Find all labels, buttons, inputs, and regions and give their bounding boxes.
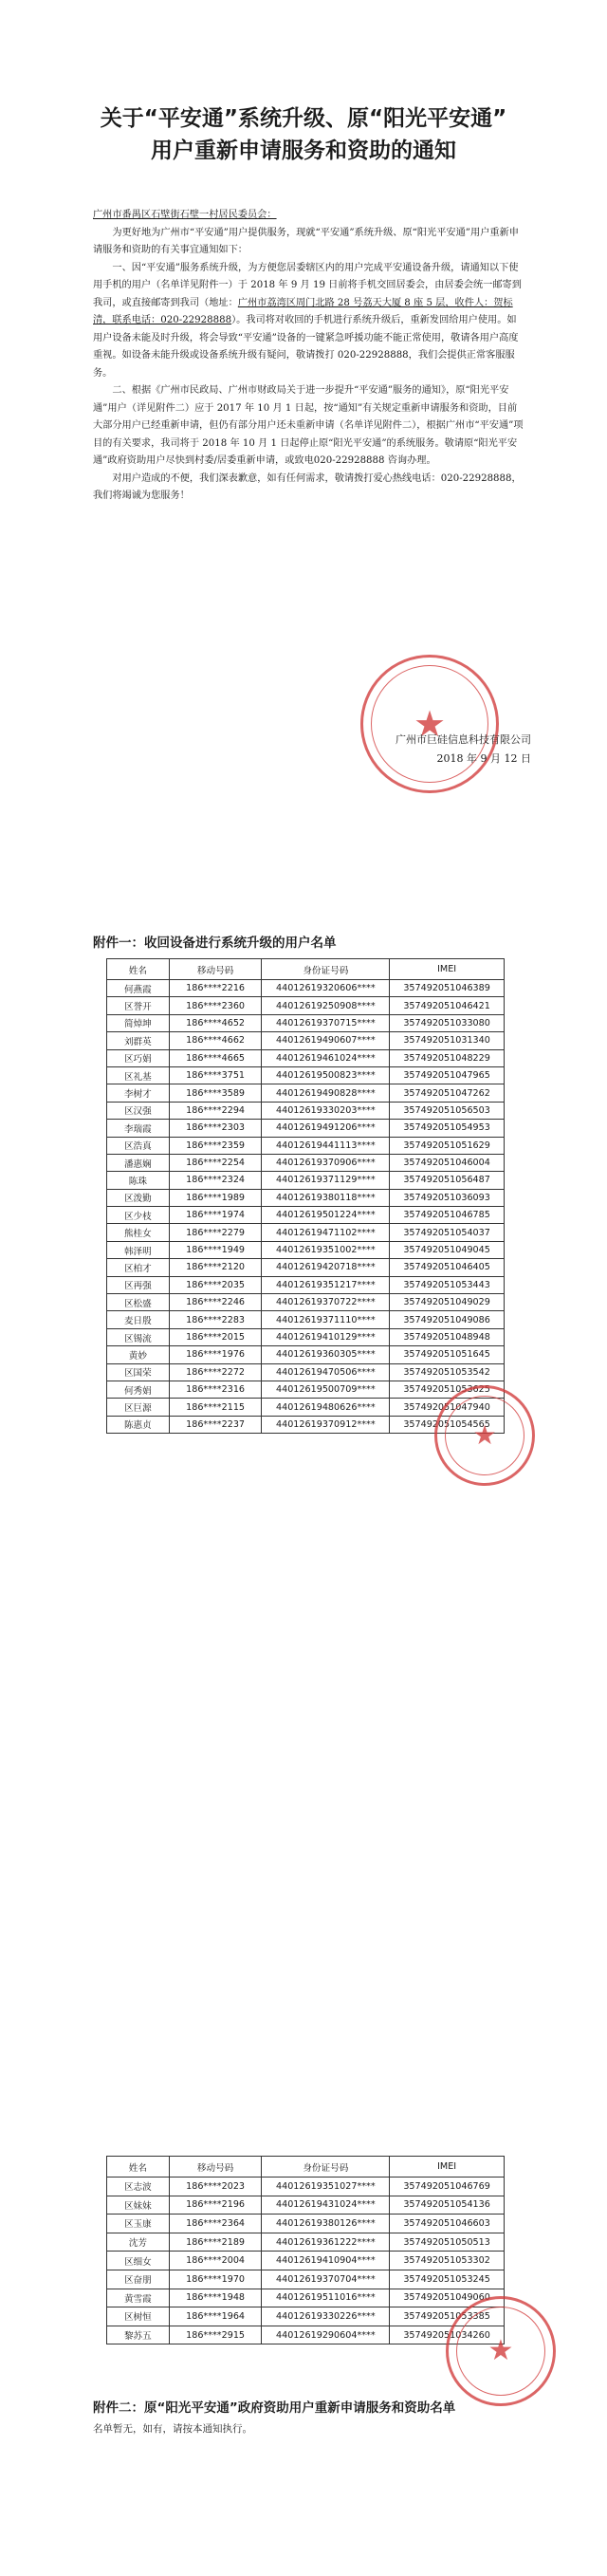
cell-imei: 357492051046603 (390, 2215, 505, 2233)
cell-name: 韩泽明 (107, 1241, 170, 1258)
cell-imei: 357492051056487 (390, 1172, 505, 1189)
cell-mobile: 186****2246 (169, 1294, 262, 1311)
signature-block (341, 731, 531, 769)
column-header-name: 姓名 (107, 2157, 170, 2178)
cell-imei: 357492051049045 (390, 1241, 505, 1258)
cell-id-number: 44012619370906**** (262, 1154, 390, 1171)
cell-id-number: 44012619250908**** (262, 997, 390, 1014)
table-row (107, 1276, 505, 1293)
cell-mobile: 186****4662 (169, 1032, 262, 1049)
table-row (107, 2252, 505, 2270)
cell-mobile: 186****2237 (169, 1416, 262, 1433)
cell-id-number: 44012619511016**** (262, 2289, 390, 2307)
cell-id-number: 44012619370912**** (262, 1416, 390, 1433)
cell-name: 区再强 (107, 1276, 170, 1293)
cell-id-number: 44012619471102**** (262, 1224, 390, 1241)
cell-id-number: 44012619370704**** (262, 2270, 390, 2289)
cell-id-number: 44012619420718**** (262, 1259, 390, 1276)
cell-name: 区细女 (107, 2252, 170, 2270)
cell-name: 陈惠贞 (107, 1416, 170, 1433)
cell-id-number: 44012619490607**** (262, 1032, 390, 1049)
attachment-1-rows (107, 980, 505, 1434)
table-row (107, 997, 505, 1014)
seal-star-icon: ★ (472, 1419, 497, 1451)
cell-name: 李树才 (107, 1084, 170, 1102)
cell-imei: 357492051049029 (390, 1294, 505, 1311)
cell-mobile: 186****3751 (169, 1066, 262, 1084)
table-row (107, 1172, 505, 1189)
cell-mobile: 186****2303 (169, 1120, 262, 1137)
table-row (107, 1102, 505, 1119)
cell-mobile: 186****1949 (169, 1241, 262, 1258)
signature-date: 2018 年 9 月 12 日 (436, 752, 531, 765)
cell-imei: 357492051053443 (390, 1276, 505, 1293)
cell-imei: 357492051054037 (390, 1224, 505, 1241)
cell-id-number: 44012619360305**** (262, 1346, 390, 1363)
table-row (107, 1416, 505, 1433)
cell-id-number: 44012619380118**** (262, 1189, 390, 1206)
cell-imei: 357492051056503 (390, 1102, 505, 1119)
table-row (107, 1311, 505, 1328)
column-header-id: 身份证号码 (262, 2157, 390, 2178)
cell-mobile: 186****2216 (169, 980, 262, 997)
table-row (107, 1120, 505, 1137)
cell-imei: 357492051049060 (390, 2289, 505, 2307)
table-row (107, 2270, 505, 2289)
cell-name: 黄雪霞 (107, 2289, 170, 2307)
cell-mobile: 186****4665 (169, 1049, 262, 1066)
table-row (107, 2326, 505, 2344)
cell-mobile: 186****2196 (169, 2196, 262, 2215)
seal-star-icon: ★ (413, 703, 447, 745)
seal-star-icon: ★ (487, 2334, 514, 2367)
cell-imei: 357492051046405 (390, 1259, 505, 1276)
table-row (107, 1154, 505, 1171)
company-address: 广州市荔湾区周门北路 28 号荔天大厦 8 座 5 层，收件人：贺标清，联系电话：020-22928888 (93, 297, 513, 325)
cell-imei: 357492051050513 (390, 2233, 505, 2252)
notice-title (0, 102, 607, 167)
table-row (107, 1363, 505, 1381)
paragraph-2: 二、根据《广州市民政局、广州市财政局关于进一步提升“平安通”服务的通知》，原“阳光平安通”用户（详见附件二）应于 2017 年 10 月 1 日起，按“通知”有关规定重新申请服务和资助，目前大部分用户已经重新申请，但仍有部分用户还未重新申请（名单详见附件二），根据广州市“平安通”项目的有关要求，我司将于 2018 年 10 月 1 日起停止原“阳光平安通”的系统服务。敬请原“阳光平安通”政府资助用户尽快到村委/居委重新申请，或致电020-22928888 咨询办理。 (93, 385, 524, 466)
cell-name: 区巨源 (107, 1399, 170, 1416)
cell-mobile: 186****2324 (169, 1172, 262, 1189)
table-header-row (107, 959, 505, 980)
cell-imei: 357492051036093 (390, 1189, 505, 1206)
cell-id-number: 44012619290604**** (262, 2326, 390, 2344)
table-row (107, 2196, 505, 2215)
cell-imei: 357492051051645 (390, 1346, 505, 1363)
cell-imei: 357492051054953 (390, 1120, 505, 1137)
cell-name: 区志波 (107, 2178, 170, 2196)
cell-id-number: 44012619470506**** (262, 1363, 390, 1381)
attachment-2-note: 名单暂无，如有，请按本通知执行。 (93, 2423, 252, 2435)
title-line-2: 用户重新申请服务和资助的通知 (151, 139, 456, 163)
table-row (107, 1207, 505, 1224)
title-line-1: 关于“平安通”系统升级、原“阳光平安通” (100, 106, 507, 131)
table-row (107, 1294, 505, 1311)
table-row (107, 1381, 505, 1398)
cell-imei: 357492051034260 (390, 2326, 505, 2344)
cell-id-number: 44012619330203**** (262, 1102, 390, 1119)
table-row (107, 1328, 505, 1345)
cell-imei: 357492051054136 (390, 2196, 505, 2215)
cell-name: 区奋朋 (107, 2270, 170, 2289)
cell-id-number: 44012619431024**** (262, 2196, 390, 2215)
cell-mobile: 186****2254 (169, 1154, 262, 1171)
cell-id-number: 44012619500823**** (262, 1066, 390, 1084)
cell-mobile: 186****1964 (169, 2307, 262, 2326)
cell-name: 何秀娟 (107, 1381, 170, 1398)
cell-imei: 357492051033080 (390, 1014, 505, 1031)
cell-imei: 357492051054565 (390, 1416, 505, 1433)
cell-name: 麦日殷 (107, 1311, 170, 1328)
cell-mobile: 186****1948 (169, 2289, 262, 2307)
cell-name: 区妹妹 (107, 2196, 170, 2215)
cell-name: 区礼基 (107, 1066, 170, 1084)
signature-company: 广州市巨硅信息科技有限公司 (395, 733, 531, 746)
paragraph-1-part-b: ）。我司将对收回的手机进行系统升级后，重新发回给用户使用。如用户设备未能及时升级，将会导致“平安通”设备的一键紧急呼援功能不能正常使用，敬请各用户高度重视。如设备未能升级或设备系统升级有疑问，敬请拨打 020-22928888，我们会提供正常客服服务。 (93, 315, 519, 379)
cell-imei: 357492051047940 (390, 1399, 505, 1416)
cell-mobile: 186****1989 (169, 1189, 262, 1206)
column-header-imei: IMEI (390, 2157, 505, 2178)
cell-name: 沈芳 (107, 2233, 170, 2252)
cell-mobile: 186****2279 (169, 1224, 262, 1241)
cell-imei: 357492051048948 (390, 1328, 505, 1345)
cell-mobile: 186****2360 (169, 997, 262, 1014)
paragraph-3: 对用户造成的不便，我们深表歉意，如有任何需求，敬请拨打爱心热线电话：020-22928888，我们将竭诚为您服务！ (93, 473, 522, 501)
cell-mobile: 186****2004 (169, 2252, 262, 2270)
table-row (107, 2233, 505, 2252)
intro-paragraph: 为更好地为广州市“平安通”用户提供服务，现就“平安通”系统升级、原“阳光平安通”用户重新申请服务和资助的有关事宜通知如下： (93, 227, 519, 255)
cell-id-number: 44012619351027**** (262, 2178, 390, 2196)
cell-imei: 357492051047262 (390, 1084, 505, 1102)
column-header-name: 姓名 (107, 959, 170, 980)
cell-imei: 357492051053245 (390, 2270, 505, 2289)
cell-id-number: 44012619371110**** (262, 1311, 390, 1328)
cell-name: 潘惠娴 (107, 1154, 170, 1171)
cell-mobile: 186****2283 (169, 1311, 262, 1328)
cell-imei: 357492051046004 (390, 1154, 505, 1171)
cell-imei: 357492051046769 (390, 2178, 505, 2196)
table-row (107, 1137, 505, 1154)
cell-name: 简焯坤 (107, 1014, 170, 1031)
cell-id-number: 44012619351002**** (262, 1241, 390, 1258)
cell-id-number: 44012619330226**** (262, 2307, 390, 2326)
column-header-mobile: 移动号码 (169, 959, 262, 980)
cell-name: 区巧娟 (107, 1049, 170, 1066)
cell-id-number: 44012619320606**** (262, 980, 390, 997)
cell-mobile: 186****2015 (169, 1328, 262, 1345)
table-row (107, 1014, 505, 1031)
cell-id-number: 44012619410904**** (262, 2252, 390, 2270)
cell-mobile: 186****2115 (169, 1399, 262, 1416)
cell-name: 区松盛 (107, 1294, 170, 1311)
table-row (107, 1399, 505, 1416)
paragraph-1 (93, 260, 525, 383)
cell-imei: 357492051031340 (390, 1032, 505, 1049)
table-row (107, 1084, 505, 1102)
cell-name: 区泼勤 (107, 1189, 170, 1206)
cell-imei: 357492051053385 (390, 2307, 505, 2326)
table-row (107, 1049, 505, 1066)
cell-mobile: 186****3589 (169, 1084, 262, 1102)
cell-name: 区国荣 (107, 1363, 170, 1381)
cell-imei: 357492051046421 (390, 997, 505, 1014)
table-row (107, 1259, 505, 1276)
cell-id-number: 44012619491206**** (262, 1120, 390, 1137)
cell-name: 区锡流 (107, 1328, 170, 1345)
attachment-1-table-continued (106, 2156, 505, 2344)
addressee: 广州市番禺区石壁街石壁一村居民委员会： (93, 210, 277, 220)
cell-name: 区浩真 (107, 1137, 170, 1154)
attachment-1-title: 附件一：收回设备进行系统升级的用户名单 (93, 936, 337, 951)
cell-id-number: 44012619480626**** (262, 1399, 390, 1416)
attachment-1-continued-rows (107, 2178, 505, 2344)
cell-name: 黎苏五 (107, 2326, 170, 2344)
cell-imei: 357492051053542 (390, 1363, 505, 1381)
cell-id-number: 44012619490828**** (262, 1084, 390, 1102)
table-row (107, 2289, 505, 2307)
table-row (107, 1241, 505, 1258)
cell-imei: 357492051047965 (390, 1066, 505, 1084)
cell-imei: 357492051053625 (390, 1381, 505, 1398)
cell-name: 黄妙 (107, 1346, 170, 1363)
cell-name: 陈珠 (107, 1172, 170, 1189)
cell-imei: 357492051046785 (390, 1207, 505, 1224)
cell-mobile: 186****2915 (169, 2326, 262, 2344)
cell-id-number: 44012619461024**** (262, 1049, 390, 1066)
cell-name: 区少枝 (107, 1207, 170, 1224)
cell-name: 何燕霞 (107, 980, 170, 997)
column-header-id: 身份证号码 (262, 959, 390, 980)
table-row (107, 1032, 505, 1049)
cell-name: 区柏才 (107, 1259, 170, 1276)
cell-id-number: 44012619361222**** (262, 2233, 390, 2252)
cell-id-number: 44012619370715**** (262, 1014, 390, 1031)
table-row (107, 2178, 505, 2196)
cell-id-number: 44012619380126**** (262, 2215, 390, 2233)
cell-name: 区汉强 (107, 1102, 170, 1119)
cell-mobile: 186****2272 (169, 1363, 262, 1381)
cell-name: 熊桂女 (107, 1224, 170, 1241)
cell-imei: 357492051051629 (390, 1137, 505, 1154)
cell-mobile: 186****2189 (169, 2233, 262, 2252)
cell-imei: 357492051046389 (390, 980, 505, 997)
attachment-2-title: 附件二：原“阳光平安通”政府资助用户重新申请服务和资助名单 (93, 2400, 456, 2416)
cell-name: 区誉开 (107, 997, 170, 1014)
table-row (107, 980, 505, 997)
cell-mobile: 186****2294 (169, 1102, 262, 1119)
paragraph-1-part-a: 一、因“平安通”服务系统升级，为方便您居委辖区内的用户完成平安通设备升级，请通知以下使用手机的用户（名单详见附件一）于 2018 年 9 月 19 日前将手机交回居委会，由居委会统一邮寄到我司，或直接邮寄到我司（地址： (93, 262, 522, 308)
cell-mobile: 186****4652 (169, 1014, 262, 1031)
cell-id-number: 44012619441113**** (262, 1137, 390, 1154)
cell-mobile: 186****1976 (169, 1346, 262, 1363)
table-row (107, 1224, 505, 1241)
cell-mobile: 186****2359 (169, 1137, 262, 1154)
cell-mobile: 186****1974 (169, 1207, 262, 1224)
column-header-imei: IMEI (390, 959, 505, 980)
cell-mobile: 186****2023 (169, 2178, 262, 2196)
cell-name: 区玉康 (107, 2215, 170, 2233)
cell-id-number: 44012619500709**** (262, 1381, 390, 1398)
table-row (107, 1189, 505, 1206)
cell-id-number: 44012619501224**** (262, 1207, 390, 1224)
cell-imei: 357492051048229 (390, 1049, 505, 1066)
table-header-row (107, 2157, 505, 2178)
notice-body (93, 207, 525, 506)
table-row (107, 1066, 505, 1084)
table-row (107, 2215, 505, 2233)
cell-mobile: 186****2364 (169, 2215, 262, 2233)
cell-id-number: 44012619370722**** (262, 1294, 390, 1311)
cell-imei: 357492051049086 (390, 1311, 505, 1328)
table-row (107, 1346, 505, 1363)
table-row (107, 2307, 505, 2326)
cell-id-number: 44012619371129**** (262, 1172, 390, 1189)
cell-mobile: 186****2120 (169, 1259, 262, 1276)
cell-mobile: 186****1970 (169, 2270, 262, 2289)
cell-name: 刘群英 (107, 1032, 170, 1049)
cell-id-number: 44012619410129**** (262, 1328, 390, 1345)
cell-imei: 357492051053302 (390, 2252, 505, 2270)
cell-mobile: 186****2035 (169, 1276, 262, 1293)
attachment-1-table (106, 958, 505, 1434)
cell-mobile: 186****2316 (169, 1381, 262, 1398)
cell-name: 区树恒 (107, 2307, 170, 2326)
company-seal (360, 655, 499, 793)
cell-id-number: 44012619351217**** (262, 1276, 390, 1293)
column-header-mobile: 移动号码 (169, 2157, 262, 2178)
cell-name: 李瑞霞 (107, 1120, 170, 1137)
